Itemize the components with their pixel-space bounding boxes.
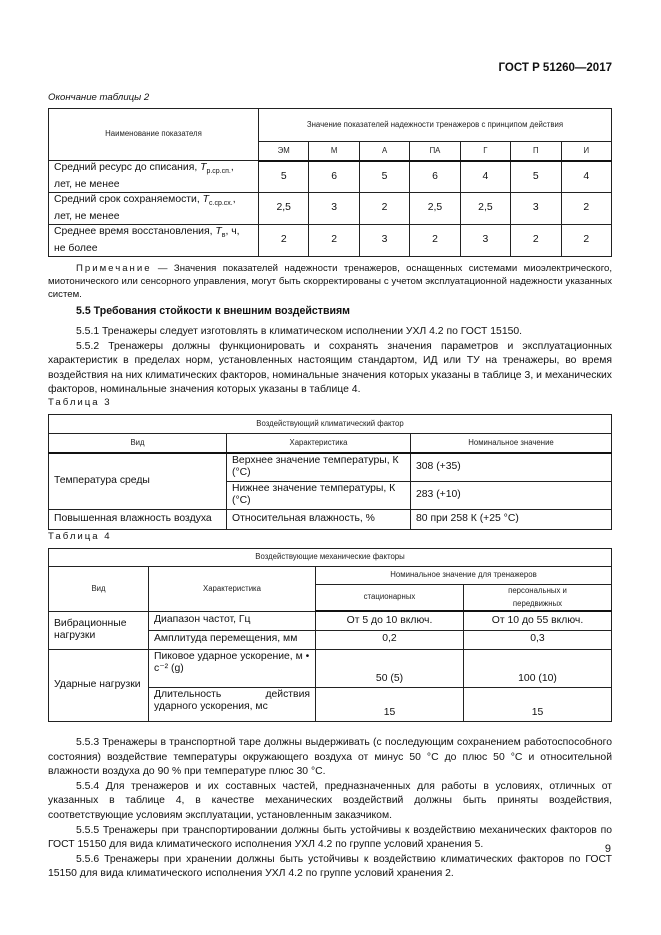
cell: 5 — [259, 161, 309, 193]
cell: 4 — [561, 161, 611, 193]
cell: 2 — [259, 225, 309, 257]
col-header: ЭМ — [259, 142, 309, 161]
cell: 2 — [511, 225, 561, 257]
cell: Верхнее значение температуры, К (°С) — [227, 453, 411, 482]
cell: 2 — [359, 193, 409, 225]
cell: 308 (+35) — [411, 453, 612, 482]
cell: 283 (+10) — [411, 481, 612, 509]
cell: 2 — [309, 225, 359, 257]
cell: 3 — [359, 225, 409, 257]
cell: 15 — [464, 687, 612, 721]
row-name: Средний срок сохраняемости, $T_{с.ср.сх.}$, лет, не менее — [49, 193, 259, 225]
cell: 2 — [561, 225, 611, 257]
col-header: Характеристика — [149, 567, 316, 612]
table-row — [49, 225, 612, 257]
table-row — [49, 453, 612, 482]
cell: 100 (10) — [464, 649, 612, 687]
col-header: Г — [460, 142, 510, 161]
table-4 — [48, 548, 612, 722]
table4-caption: Таблица 4 — [48, 531, 112, 542]
col-header: Вид — [49, 567, 149, 612]
table-title: Воздействующий климатический фактор — [49, 415, 612, 434]
col-header: стационарных — [316, 585, 464, 612]
cell: 80 при 258 К (+25 °С) — [411, 509, 612, 529]
cell: 4 — [460, 161, 510, 193]
col-header: М — [309, 142, 359, 161]
table-row — [49, 509, 612, 529]
cell: Длительность действия ударного ускорения, мс — [149, 687, 316, 721]
cell: 3 — [460, 225, 510, 257]
table-title: Воздействующие механические факторы — [49, 549, 612, 567]
cell: 2 — [410, 225, 460, 257]
col-header: П — [511, 142, 561, 161]
paragraph: 5.5.4 Для тренажеров и их составных частей, предназначенных для работы в условиях, отличных от указанных в таблице 4, в качестве механических воздействий должны быть приняты воздействия, соответствующие условиям эксплуатации, установленным заказчиком. — [48, 780, 612, 821]
cell: 3 — [309, 193, 359, 225]
col-header: Номинальное значение — [411, 434, 612, 453]
cell: 2,5 — [410, 193, 460, 225]
cell: 6 — [309, 161, 359, 193]
cell: 5 — [359, 161, 409, 193]
paragraph: 5.5.2 Тренажеры должны функционировать и сохранять значения параметров и эксплуатационных характеристик в пределах норм, установленных настоящим стандартом, ИД или ТУ на тренажеры, во время воздействия на них климатических факторов, номинальные значения которых указаны в таблице 3, и механических факторов, номинальные значения которых указаны в таблице 4. — [48, 340, 612, 396]
body-text — [48, 736, 612, 882]
table-2 — [48, 108, 612, 257]
table-row — [49, 161, 612, 193]
paragraph: 5.5.3 Тренажеры в транспортной таре должны выдерживать (с последующим сохранением работоспособного состояния) воздействие температуры окружающего воздуха от минус 50 °С до плюс 50 °С и относительной влажности воздуха до 90 % при температуре плюс 30 °С. — [48, 737, 612, 778]
table3-caption: Таблица 3 — [48, 397, 112, 408]
paragraph: 5.5.5 Тренажеры при транспортировании должны быть устойчивы к воздействию механических факторов по ГОСТ 15150 для вида климатического исполнения УХЛ 4.2 по группе условий хранения 5. — [48, 824, 612, 851]
table-row — [49, 611, 612, 630]
section-title: 5.5 Требования стойкости к внешним воздействиям — [76, 305, 351, 317]
cell: Диапазон частот, Гц — [149, 611, 316, 630]
table2-note: Примечание — Значения показателей надежности тренажеров, оснащенных системами миоэлектрического, миотонического или сенсорного управления, могут быть скорректированы с учетом эксплуатационной надежности указанных систем. — [48, 263, 612, 300]
cell: Относительная влажность, % — [227, 509, 411, 529]
cell: 2 — [561, 193, 611, 225]
col-header: ПА — [410, 142, 460, 161]
cell: 15 — [316, 687, 464, 721]
table-3 — [48, 414, 612, 530]
col-header: Вид — [49, 434, 227, 453]
col-header: Характеристика — [227, 434, 411, 453]
document-id: ГОСТ Р 51260—2017 — [498, 62, 612, 74]
cell: 0,2 — [316, 630, 464, 649]
table-row — [49, 193, 612, 225]
table2-caption: Окончание таблицы 2 — [48, 92, 150, 103]
table-row — [49, 649, 612, 687]
row-name: Среднее время восстановления, $T_в$, ч, не более — [49, 225, 259, 257]
cell: Нижнее значение температуры, К (°С) — [227, 481, 411, 509]
cell: 2,5 — [460, 193, 510, 225]
col-group-header: Значение показателей надежности тренажеров с принципом действия — [259, 109, 612, 142]
paragraph: 5.5.6 Тренажеры при хранении должны быть устойчивы к воздействию климатических факторов по ГОСТ 15150 для вида климатического исполнения УХЛ 4.2 по группе условий хранения 2. — [48, 853, 612, 880]
cell: Пиковое ударное ускорение, м • с⁻² (g) — [149, 649, 316, 687]
cell: 0,3 — [464, 630, 612, 649]
col-header: И — [561, 142, 611, 161]
col-group-header: Номинальное значение для тренажеров — [316, 567, 612, 585]
row-kind: Температура среды — [49, 453, 227, 510]
page-number: 9 — [604, 843, 611, 855]
cell: 6 — [410, 161, 460, 193]
col-name-header: Наименование показателя — [49, 109, 259, 161]
cell: 2,5 — [259, 193, 309, 225]
cell: 50 (5) — [316, 649, 464, 687]
paragraph: 5.5.1 Тренажеры следует изготовлять в климатическом исполнении УХЛ 4.2 по ГОСТ 15150. — [76, 326, 523, 337]
col-header: персональных и передвижных — [464, 585, 612, 612]
row-name: Средний ресурс до списания, $T_{р.ср.сп.}$, лет, не менее — [49, 161, 259, 193]
cell: Повышенная влажность воздуха — [49, 509, 227, 529]
row-kind: Вибрационные нагрузки — [49, 611, 149, 649]
cell: От 10 до 55 включ. — [464, 611, 612, 630]
row-kind: Ударные нагрузки — [49, 649, 149, 721]
cell: Амплитуда перемещения, мм — [149, 630, 316, 649]
col-header: А — [359, 142, 409, 161]
cell: От 5 до 10 включ. — [316, 611, 464, 630]
cell: 5 — [511, 161, 561, 193]
section-text — [48, 325, 612, 398]
cell: 3 — [511, 193, 561, 225]
